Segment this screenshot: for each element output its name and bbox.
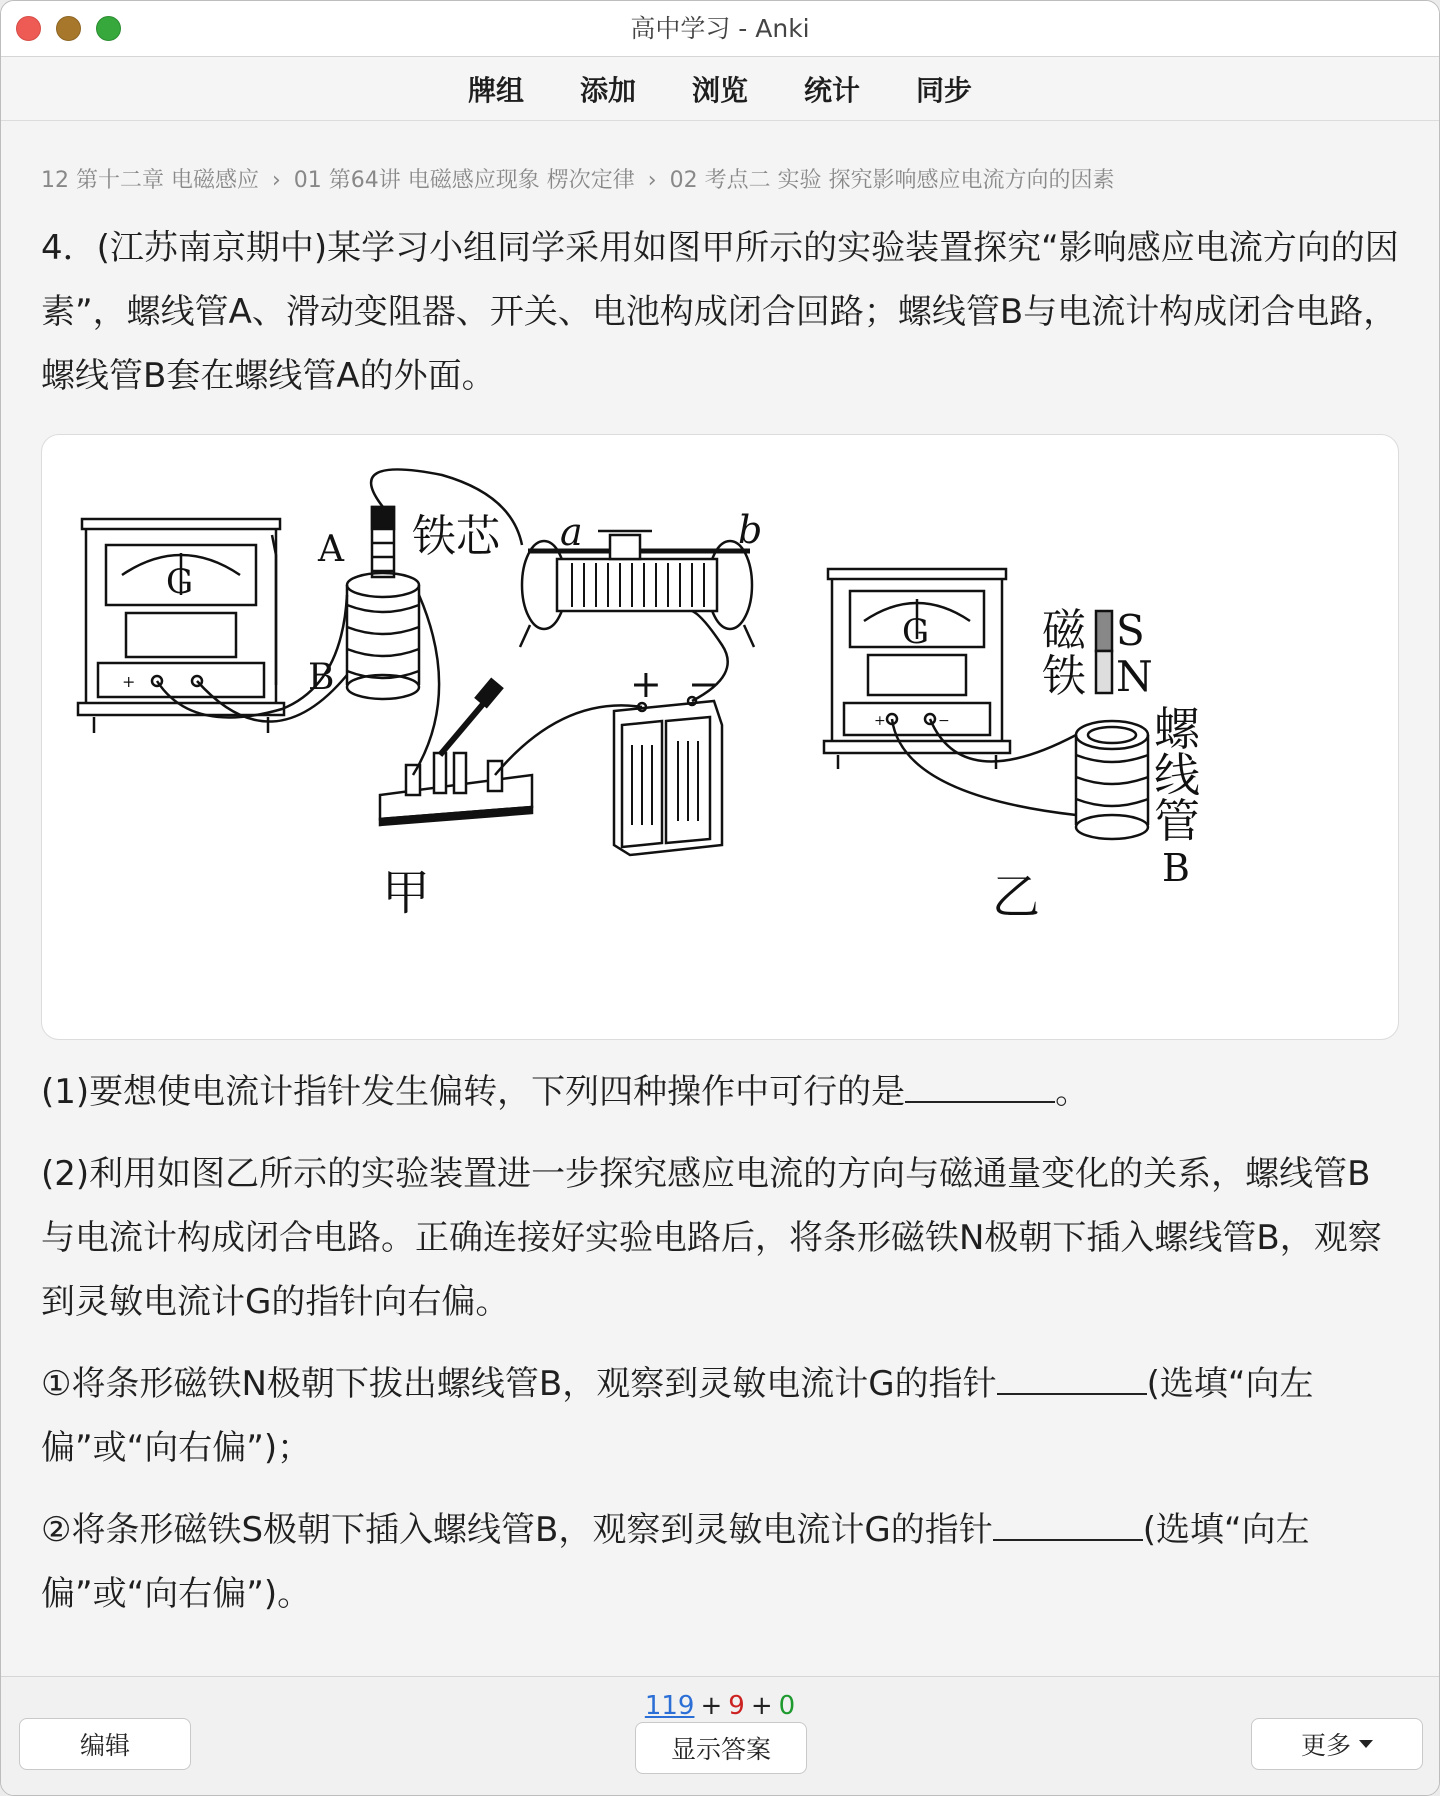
figure-label-yi: 乙 xyxy=(992,869,1041,925)
chevron-down-icon xyxy=(1359,1740,1373,1748)
part-2-sub-2-text: ②将条形磁铁S极朝下插入螺线管B，观察到灵敏电流计G的指针 xyxy=(41,1510,993,1550)
breadcrumb-item: 12 第十二章 电磁感应 xyxy=(41,168,259,193)
breadcrumb xyxy=(41,163,1399,194)
part-2-sub-2 xyxy=(41,1498,1399,1626)
rheostat-end-b: b xyxy=(738,508,763,552)
rheostat xyxy=(520,531,754,647)
terminal-plus-yi: + xyxy=(874,713,886,729)
new-count[interactable]: 119 xyxy=(644,1691,695,1721)
coil-label-b: B xyxy=(308,657,335,698)
window-title: 高中学习 - Anki xyxy=(630,14,810,43)
breadcrumb-separator: › xyxy=(647,168,657,193)
solenoid-b xyxy=(1076,721,1148,839)
knife-switch xyxy=(380,679,532,825)
part-1-text: (1)要想使电流计指针发生偏转，下列四种操作中可行的是 xyxy=(41,1072,906,1112)
show-answer-label: 显示答案 xyxy=(670,1735,771,1764)
coil-label-a: A xyxy=(318,529,344,570)
card-content xyxy=(1,121,1439,1676)
magnet-label-2: 铁 xyxy=(1042,651,1086,702)
answer-blank-3 xyxy=(993,1505,1143,1541)
battery-plus-label: + xyxy=(630,662,662,706)
solenoid-ab xyxy=(347,507,419,699)
breadcrumb-item: 01 第64讲 电磁感应现象 楞次定律 xyxy=(293,168,635,193)
battery xyxy=(614,697,722,855)
rheostat-end-a: a xyxy=(560,510,583,554)
answer-blank-1 xyxy=(905,1067,1055,1103)
edit-button[interactable] xyxy=(19,1718,191,1770)
part-2-sub-1-text: ①将条形磁铁N极朝下拔出螺线管B，观察到灵敏电流计G的指针 xyxy=(41,1364,997,1404)
review-bottom-bar xyxy=(1,1676,1439,1796)
breadcrumb-item: 02 考点二 实验 探究影响感应电流方向的因素 xyxy=(669,168,1115,193)
breadcrumb-separator: › xyxy=(271,168,281,193)
learn-count: 9 xyxy=(728,1691,745,1721)
magnet-pole-n: N xyxy=(1116,652,1153,701)
question-text: 4．(江苏南京期中)某学习小组同学采用如图甲所示的实验装置探究“影响感应电流方向的因素”，螺线管A、滑动变阻器、开关、电池构成闭合回路；螺线管B与电流计构成闭合电路，螺线管B套在螺线管A的外面。 xyxy=(41,228,1399,396)
more-button[interactable] xyxy=(1251,1718,1423,1770)
edit-button-label: 编辑 xyxy=(79,1731,130,1760)
galvanometer-jia xyxy=(78,519,284,733)
coil-label-luo: 螺 xyxy=(1154,702,1200,756)
toolbar-decks[interactable]: 牌组 xyxy=(467,74,524,107)
part-2-sub-1-hint: (选填“向左偏”或“向右偏”)； xyxy=(41,1364,1314,1468)
coil-label-guan: 管 xyxy=(1154,794,1200,848)
magnet-label-1: 磁 xyxy=(1042,605,1086,656)
galvanometer-yi xyxy=(824,569,1010,769)
main-toolbar xyxy=(1,57,1439,121)
count-plus: + xyxy=(700,1691,723,1721)
part-1 xyxy=(41,1060,1399,1124)
toolbar-browse[interactable]: 浏览 xyxy=(691,74,748,107)
answer-blank-2 xyxy=(997,1359,1147,1395)
terminal-plus-jia: + xyxy=(122,672,136,691)
circuit-diagram xyxy=(42,435,1399,1040)
terminal-minus-yi: − xyxy=(938,713,950,729)
more-button-label: 更多 xyxy=(1300,1731,1351,1760)
due-counts xyxy=(1,1691,1439,1721)
part-2-sub-1 xyxy=(41,1352,1399,1480)
battery-minus-label: − xyxy=(688,662,720,706)
toolbar-sync[interactable]: 同步 xyxy=(916,74,973,107)
count-plus: + xyxy=(750,1691,773,1721)
toolbar-add[interactable]: 添加 xyxy=(579,74,636,107)
experiment-figure xyxy=(41,434,1399,1040)
part-2-sub-2-hint: (选填“向左偏”或“向右偏”)。 xyxy=(41,1510,1310,1614)
coil-label-xian: 线 xyxy=(1154,748,1200,802)
title-bar xyxy=(1,1,1439,57)
bar-magnet xyxy=(1096,611,1112,693)
galvanometer-label-yi: G xyxy=(902,612,930,652)
iron-core-label: 铁芯 xyxy=(412,511,500,562)
magnet-pole-s: S xyxy=(1116,606,1145,655)
toolbar-stats[interactable]: 统计 xyxy=(804,74,861,107)
coil-label-b-yi: B xyxy=(1162,846,1190,890)
part-1-end: 。 xyxy=(1055,1072,1090,1112)
figure-label-jia: 甲 xyxy=(382,865,431,921)
review-count: 0 xyxy=(778,1691,796,1721)
part-2: (2)利用如图乙所示的实验装置进一步探究感应电流的方向与磁通量变化的关系，螺线管B与电流计构成闭合电路。正确连接好实验电路后，将条形磁铁N极朝下插入螺线管B，观察到灵敏电流计G的指针向右偏。 xyxy=(41,1154,1382,1322)
galvanometer-label-jia: G xyxy=(166,562,194,602)
show-answer-button[interactable] xyxy=(635,1722,807,1774)
